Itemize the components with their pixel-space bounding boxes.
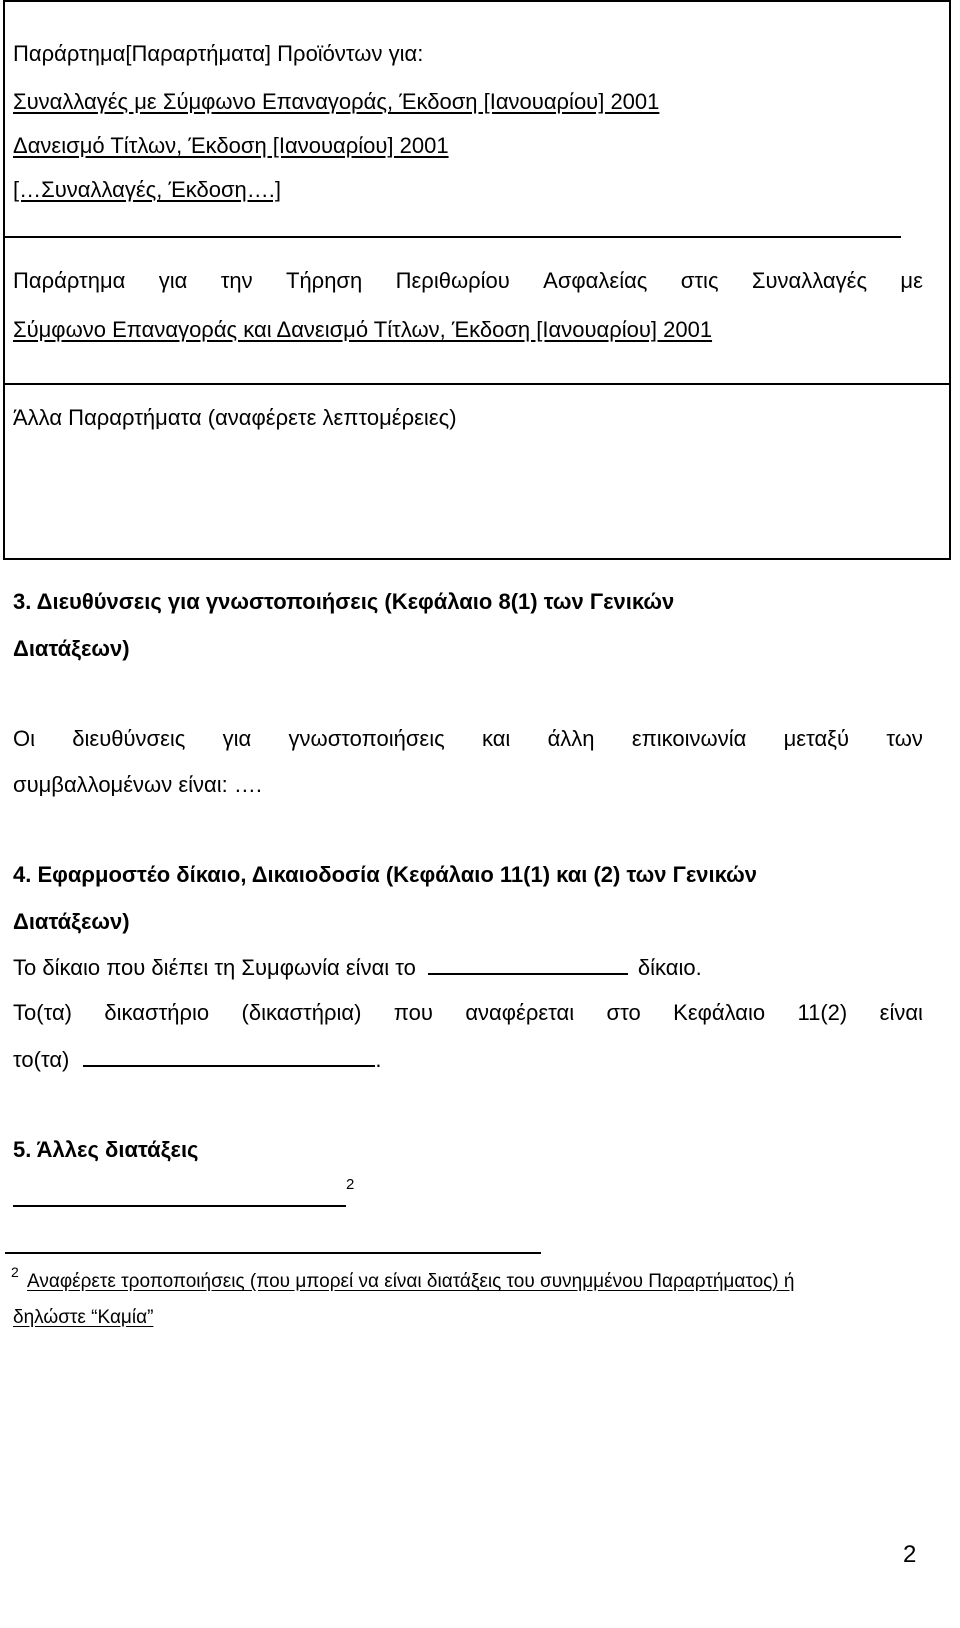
- section3-heading-line1: 3. Διευθύνσεις για γνωστοποιήσεις (Κεφάλαιο 8(1) των Γενικών: [13, 589, 675, 614]
- court-line1: Το(τα) δικαστήριο (δικαστήρια) που αναφέρεται στο Κεφάλαιο 11(2) είναι: [13, 1000, 923, 1025]
- annex-item-other-transactions: […Συναλλαγές, Έκδοση….]: [13, 177, 281, 202]
- box-divider-1: [5, 236, 901, 238]
- other-provisions-blank: [13, 1205, 346, 1207]
- section4-heading-line1: 4. Εφαρμοστέο δίκαιο, Δικαιοδοσία (Κεφάλαιο 11(1) και (2) των Γενικών: [13, 862, 757, 887]
- governing-law-blank: [428, 955, 628, 975]
- section5-heading: 5. Άλλες διατάξεις: [13, 1137, 199, 1162]
- margin-annex-line2: Σύμφωνο Επαναγοράς και Δανεισμό Τίτλων, Έκδοση [Ιανουαρίου] 2001: [13, 317, 713, 342]
- annex-item-repo: Συναλλαγές με Σύμφωνο Επαναγοράς, Έκδοση [Ιανουαρίου] 2001: [13, 89, 660, 114]
- annex-item-securities-lending: Δανεισμό Τίτλων, Έκδοση [Ιανουαρίου] 2001: [13, 133, 449, 158]
- margin-annex-line1: Παράρτημα για την Τήρηση Περιθωρίου Ασφαλείας στις Συναλλαγές με: [13, 268, 923, 293]
- footnote-text-line2: δηλώστε “Καμία”: [13, 1307, 154, 1328]
- court-blank: [83, 1047, 375, 1067]
- footnote-marker: 2: [11, 1264, 19, 1280]
- footnote-reference: 2: [346, 1176, 355, 1193]
- annex-products-heading: Παράρτημα[Παραρτήματα] Προϊόντων για:: [13, 41, 424, 66]
- other-annexes-label: Άλλα Παραρτήματα (αναφέρετε λεπτομέρειες): [13, 405, 457, 430]
- section3-para-line1: Οι διευθύνσεις για γνωστοποιήσεις και άλλη επικοινωνία μεταξύ των: [13, 726, 923, 751]
- governing-law-line: Το δίκαιο που διέπει τη Συμφωνία είναι το δίκαιο.: [13, 955, 702, 980]
- footnote-separator: [5, 1252, 541, 1254]
- section3-para-line2: συμβαλλομένων είναι: ….: [13, 772, 262, 797]
- section3-heading-line2: Διατάξεων): [13, 636, 130, 661]
- footnote-text-line1: Αναφέρετε τροποποιήσεις (που μπορεί να είναι διατάξεις του συνημμένου Παραρτήματος) ή: [27, 1271, 795, 1292]
- page-number: 2: [903, 1541, 917, 1568]
- box-divider-2: [5, 383, 949, 385]
- section4-heading-line2: Διατάξεων): [13, 909, 130, 934]
- court-line2: το(τα) .: [13, 1047, 382, 1072]
